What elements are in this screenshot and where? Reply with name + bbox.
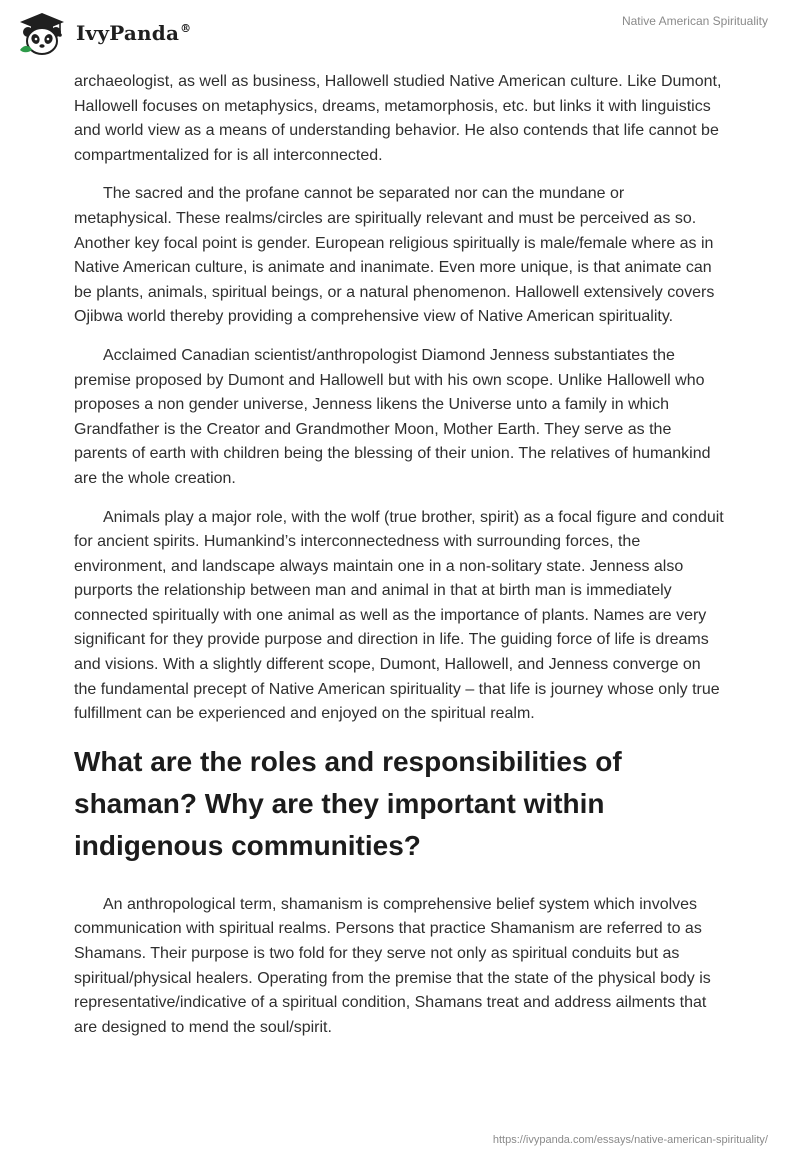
section-heading: What are the roles and responsibilities of shaman? Why are they important within indigenous communities? [74,745,622,861]
essay-content [74,70,726,1054]
ivypanda-logo[interactable] [14,10,191,56]
source-url[interactable]: https://ivypanda.com/essays/native-american-spirituality/ [492,1134,768,1146]
logo-text: IvyPanda® [76,21,192,45]
paragraph: Acclaimed Canadian scientist/anthropologist Diamond Jenness substantiates the premise proposed by Dumont and Hallowell but with his own scope. Unlike Hallowell who proposes a non gender universe, Jenness likens the Universe unto a family in which Grandfather is the Creator and Grandmother Moon, Mother Earth. They serve as the parents of earth with children being the blessing of their union. The relatives of humankind are the whole creation. [74,346,711,487]
paragraph: The sacred and the profane cannot be separated nor can the mundane or metaphysical. These realms/circles are spiritually relevant and must be perceived as so. Another key focal point is gender. European religious spiritually is male/female where as in Native American culture, is animate and inanimate. Even more unique, is that animate can be plants, animals, spiritual beings, or a natural phenomenon. Hallowell extensively covers Ojibwa world thereby providing a comprehensive view of Native American spirituality. [74,185,715,326]
document-title: Native American Spirituality [621,14,768,28]
panda-graduate-icon [14,10,70,56]
page-header [0,0,800,70]
paragraph: Animals play a major role, with the wolf (true brother, spirit) as a focal figure and conduit for ancient spirits. Humankind’s interconnectedness with surrounding forces, the environment, and landscape always maintain one in a non-solitary state. Jenness also purports the relationship between man and animal in that at birth man is immediately connected spiritually with one animal as well as the importance of plants. Names are very significant for they provide purpose and direction in life. The guiding force of life is dreams and visions. With a slightly different scope, Dumont, Hallowell, and Jenness converge on the fundamental precept of Native American spirituality – that life is journey whose only true fulfillment can be experienced and enjoyed on the spiritual realm. [74,508,724,723]
paragraph: archaeologist, as well as business, Hallowell studied Native American culture. Like Dumont, Hallowell focuses on metaphysics, dreams, metamorphosis, etc. but links it with linguistics and world view as a means of understanding behavior. He also contends that life cannot be compartmentalized for is all interconnected. [74,73,722,164]
paragraph: An anthropological term, shamanism is comprehensive belief system which involves communication with spiritual realms. Persons that practice Shamanism are referred to as Shamans. Their purpose is two fold for they serve not only as spiritual conduits but as spiritual/physical healers. Operating from the premise that the state of the physical body is representative/indicative of a spiritual condition, Shamans treat and address ailments that are designed to mend the soul/spirit. [74,895,711,1036]
